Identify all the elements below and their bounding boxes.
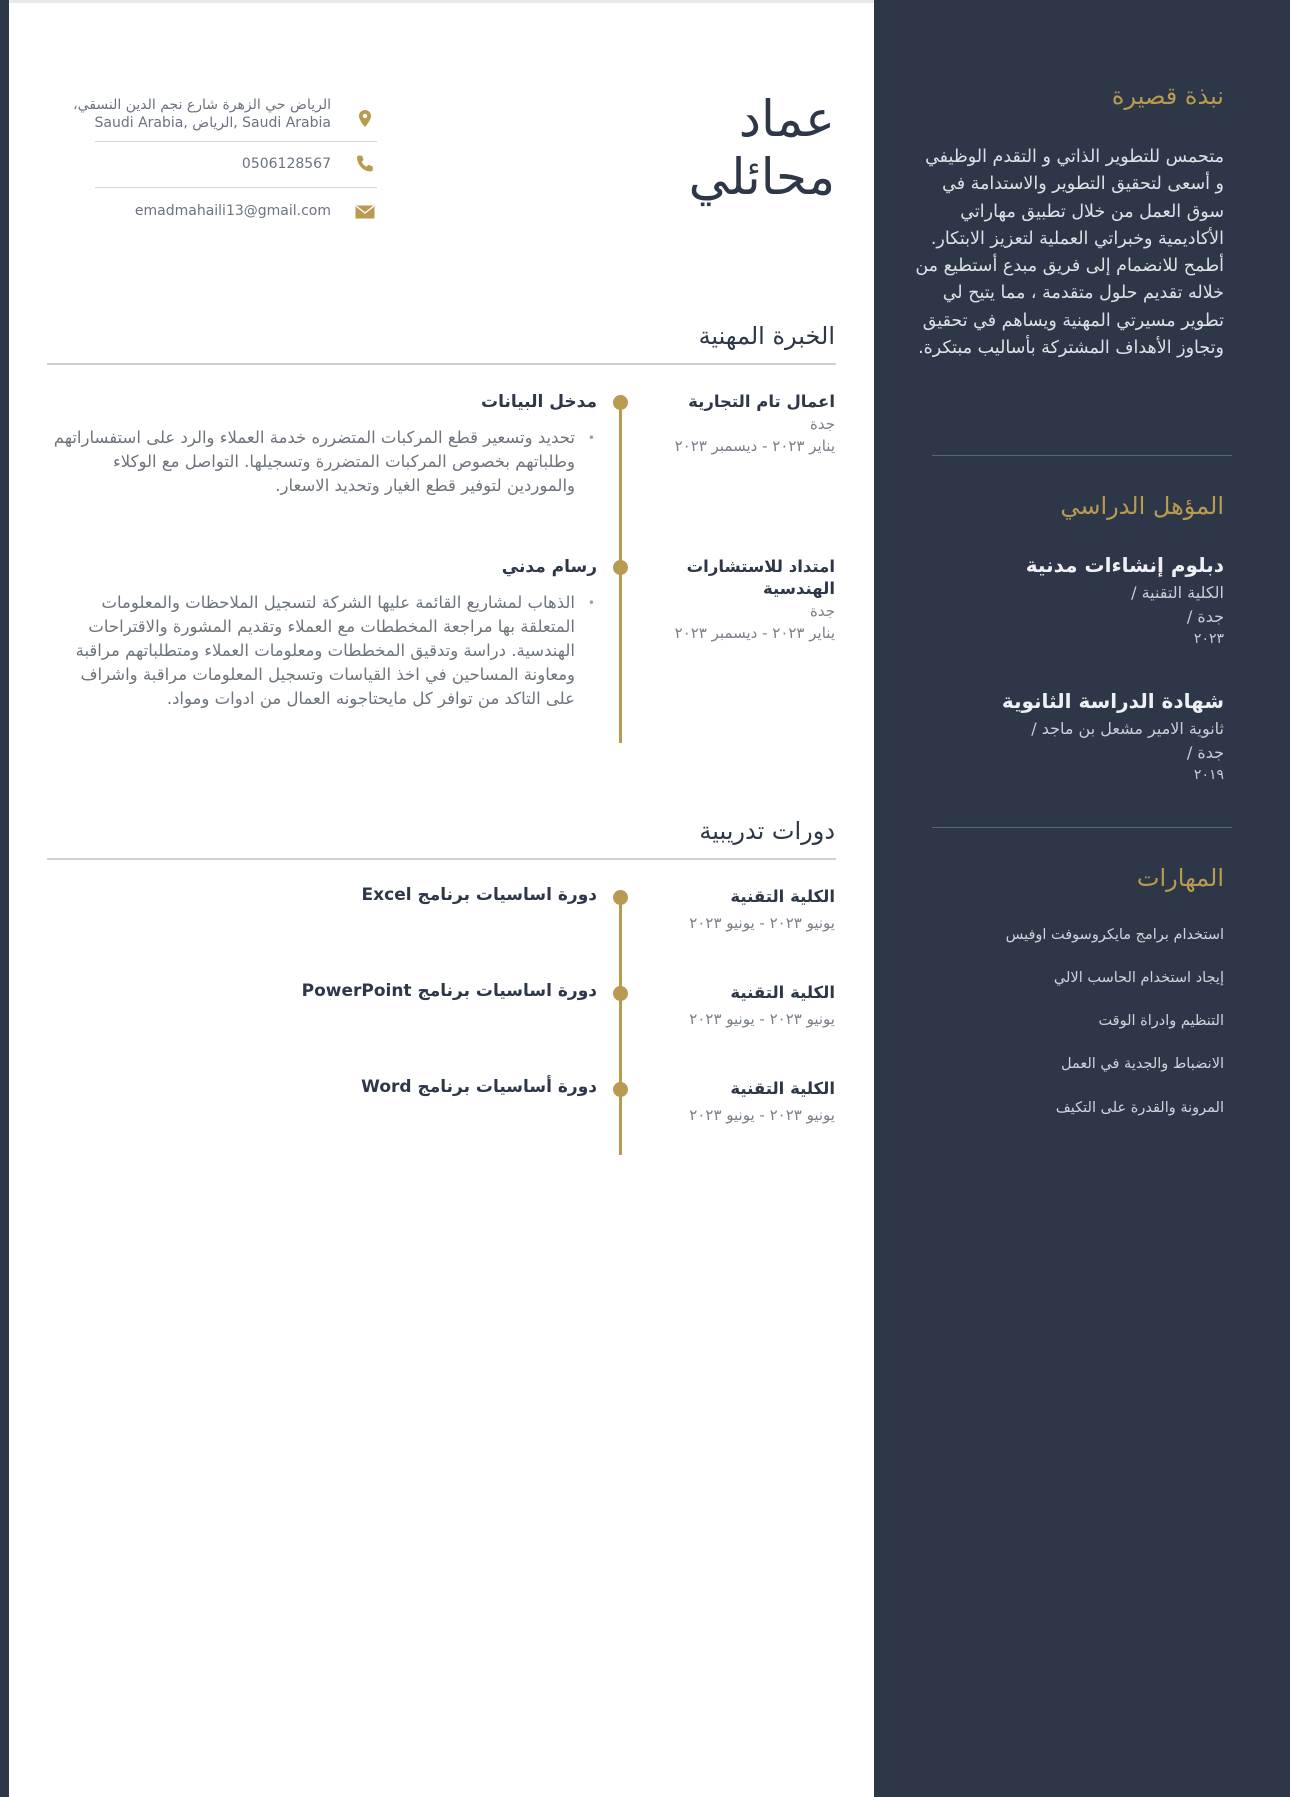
timeline-dot <box>613 395 628 410</box>
location-pin-icon <box>353 106 377 130</box>
candidate-name <box>689 90 835 206</box>
school-name: الكلية التقنية / <box>1131 583 1224 602</box>
timeline-dot <box>613 1082 628 1097</box>
name-first: عماد <box>738 90 835 148</box>
skill-item: التنظيم وادراة الوقت <box>1098 1013 1224 1029</box>
timeline-dot <box>613 890 628 905</box>
left-edge-strip <box>0 0 9 1797</box>
course-dates: يونيو ٢٠٢٣ - يونيو ٢٠٢٣ <box>689 914 835 932</box>
timeline-dot <box>613 986 628 1001</box>
experience-meta <box>660 391 835 457</box>
contact-divider <box>95 141 377 142</box>
phone-icon <box>353 152 377 176</box>
degree-title: دبلوم إنشاءات مدنية <box>1025 553 1224 577</box>
school-city: جدة / <box>1186 607 1224 626</box>
courses-timeline <box>619 898 622 1155</box>
degree-title: شهادة الدراسة الثانوية <box>1001 689 1224 713</box>
job-dates: يناير ٢٠٢٣ - ديسمبر ٢٠٢٣ <box>674 437 835 455</box>
email-address[interactable]: emadmahaili13@gmail.com <box>134 203 331 219</box>
job-location: جدة <box>809 602 835 620</box>
experience-details <box>52 555 597 711</box>
courses-heading: دورات تدريبية <box>699 817 835 845</box>
education-item <box>924 553 1224 649</box>
education-heading: المؤهل الدراسي <box>1060 492 1224 520</box>
skills-heading: المهارات <box>1136 864 1224 892</box>
timeline-dot <box>613 560 628 575</box>
graduation-year: ٢٠١٩ <box>1193 767 1224 783</box>
phone-number[interactable]: 0506128567 <box>241 156 331 172</box>
sidebar <box>874 0 1290 1797</box>
top-border <box>9 0 874 3</box>
education-item <box>924 689 1224 785</box>
course-institution: الكلية التقنية <box>730 983 835 1002</box>
job-title: رسام مدني <box>501 557 597 577</box>
experience-details <box>52 390 597 498</box>
course-title: دورة اساسيات برنامج Excel <box>361 885 597 905</box>
job-description-list <box>52 591 597 711</box>
course-meta <box>660 982 835 1030</box>
job-description-list <box>52 426 597 498</box>
name-last: محائلي <box>688 148 835 206</box>
about-text: متحمس للتطوير الذاتي و التقدم الوظيفي و أسعى لتحقيق التطوير والاستدامة في سوق العمل من خلال تطبيق مهاراتي الأكاديمية وخبراتي العملية لتعزيز الابتكار. أطمح للانضمام إلى فريق مبدع أستطيع من خلاله تقديم حلول متقدمة ، مما يتيح لي تطوير مسيرتي المهنية ويساهم في تحقيق وتجاوز الأهداف المشتركة بأساليب مبتكرة. <box>915 147 1224 359</box>
sidebar-divider <box>932 827 1232 828</box>
course-meta <box>660 886 835 934</box>
job-description: • الذهاب لمشاريع القائمة عليها الشركة لتسجيل الملاحظات والمعلومات المتعلقة بها مراجعة المخططات مع العملاء وتقديم المشورة والاقتراحات الهندسية. دراسة وتدقيق المخططات ومعلومات العملاء ومتطلباتهم مراقبة ومعاونة المساحين في اخذ القياسات وتسجيل المعلومات مراقبة واشراف على التاكد من توافر كل مايحتاجونه العمال من ادوات ومواد. <box>52 591 597 711</box>
course-institution: الكلية التقنية <box>730 887 835 906</box>
course-title: دورة أساسيات برنامج Word <box>361 1077 597 1097</box>
company-name: امتداد للاستشارات الهندسية <box>686 557 835 598</box>
contact-email <box>95 200 377 226</box>
school-name: ثانوية الامير مشعل بن ماجد / <box>1031 719 1224 738</box>
job-location: جدة <box>809 415 835 433</box>
job-description: • تحديد وتسعير قطع المركبات المتضرره خدمة العملاء والرد على استفساراتهم وطلباتهم بخصوص المركبات المتضررة وتسجيلها. التواصل مع الوكلاء والموردين لتوفير قطع الغيار وتحديد الاسعار. <box>52 426 597 498</box>
graduation-year: ٢٠٢٣ <box>1193 631 1224 647</box>
company-name: اعمال تام التجارية <box>688 392 835 411</box>
course-dates: يونيو ٢٠٢٣ - يونيو ٢٠٢٣ <box>689 1010 835 1028</box>
section-divider <box>47 363 836 365</box>
section-divider <box>47 858 836 860</box>
contact-phone <box>95 152 377 178</box>
address-line-2: Saudi Arabia ,الرياض ,Saudi Arabia <box>94 115 331 131</box>
skill-item: استخدام برامج مايكروسوفت اوفيس <box>1005 927 1224 943</box>
course-institution: الكلية التقنية <box>730 1079 835 1098</box>
contact-divider <box>95 187 377 188</box>
experience-heading: الخبرة المهنية <box>698 322 835 350</box>
contact-address <box>73 96 377 138</box>
experience-meta <box>660 556 835 644</box>
envelope-icon <box>353 200 377 224</box>
course-title: دورة اساسيات برنامج PowerPoint <box>301 981 597 1001</box>
course-meta <box>660 1078 835 1126</box>
about-heading: نبذة قصيرة <box>1111 82 1224 110</box>
skill-item: إيجاد استخدام الحاسب الالي <box>1053 970 1224 986</box>
job-dates: يناير ٢٠٢٣ - ديسمبر ٢٠٢٣ <box>674 624 835 642</box>
skill-item: المرونة والقدرة على التكيف <box>1055 1100 1224 1116</box>
skill-item: الانضباط والجدية في العمل <box>1061 1056 1224 1072</box>
course-dates: يونيو ٢٠٢٣ - يونيو ٢٠٢٣ <box>689 1106 835 1124</box>
address-line-1: الرياض حي الزهرة شارع نجم الدين النسقي، <box>73 97 331 113</box>
sidebar-divider <box>932 455 1232 456</box>
school-city: جدة / <box>1186 743 1224 762</box>
job-title: مدخل البيانات <box>480 392 597 412</box>
